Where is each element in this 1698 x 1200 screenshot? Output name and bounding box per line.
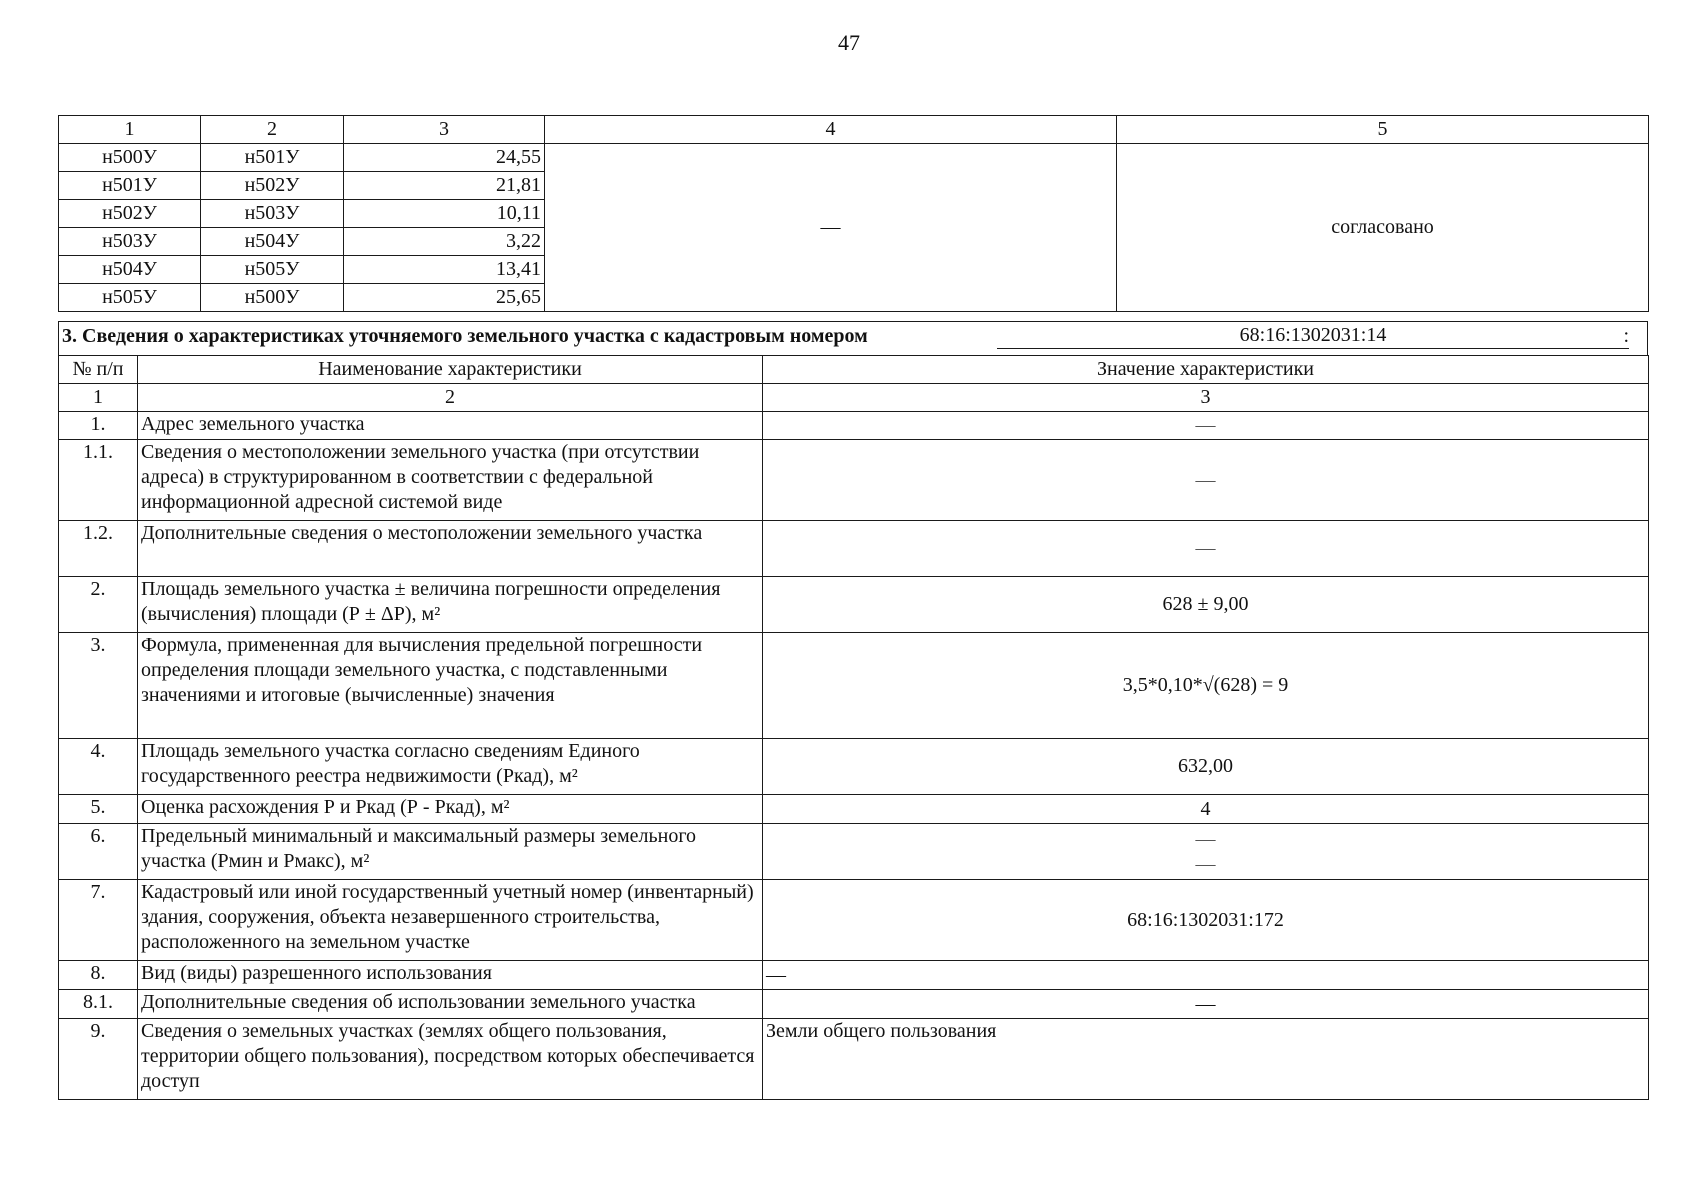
char-row-value: 4: [763, 795, 1649, 824]
char-row-name: Формула, примененная для вычисления предельной погрешности определения площади земельного участка, с подставленными значениями и итоговые (вычисленные) значения: [138, 633, 763, 739]
char-numbers-row: [59, 384, 1649, 412]
segment-length: 25,65: [344, 284, 545, 312]
char-row: [59, 412, 1649, 440]
boundary-header-cell: 3: [344, 116, 545, 144]
char-row-num: 9.: [59, 1019, 138, 1100]
char-colnum: 2: [138, 384, 763, 412]
char-row-name: Предельный минимальный и максимальный размеры земельного участка (Рмин и Рмакс), м²: [138, 824, 763, 880]
char-row-name: Сведения о местоположении земельного участка (при отсутствии адреса) в структурированном в соответствии с федеральной информационной адресной системой виде: [138, 440, 763, 521]
segment-length: 10,11: [344, 200, 545, 228]
char-header-name: Наименование характеристики: [138, 356, 763, 384]
to-point: н502У: [201, 172, 344, 200]
char-row-name: Дополнительные сведения о местоположении земельного участка: [138, 521, 763, 577]
char-header-row: [59, 356, 1649, 384]
to-point: н504У: [201, 228, 344, 256]
boundary-row: [59, 144, 1649, 172]
section3-title: 3. Сведения о характеристиках уточняемого земельного участка с кадастровым номером: [62, 325, 868, 347]
segment-length: 13,41: [344, 256, 545, 284]
char-row: [59, 1019, 1649, 1100]
char-row-name: Кадастровый или иной государственный учетный номер (инвентарный) здания, сооружения, объекта незавершенного строительства, расположенного на земельном участке: [138, 880, 763, 961]
char-header-value: Значение характеристики: [763, 356, 1649, 384]
boundary-header-cell: 2: [201, 116, 344, 144]
from-point: н504У: [59, 256, 201, 284]
char-row-value: 628 ± 9,00: [763, 577, 1649, 633]
char-row: [59, 990, 1649, 1019]
char-row: [59, 440, 1649, 521]
char-row-num: 5.: [59, 795, 138, 824]
char-row-name: Вид (виды) разрешенного использования: [138, 961, 763, 990]
char-row-value: —: [763, 412, 1649, 440]
char-row-value: —: [763, 440, 1649, 521]
char-row-value: —: [763, 990, 1649, 1019]
char-row-num: 1.1.: [59, 440, 138, 521]
characteristics-table: [58, 355, 1649, 1100]
char-row-value: [763, 824, 1649, 880]
char-row-num: 1.: [59, 412, 138, 440]
boundary-col5-value: согласовано: [1117, 144, 1649, 312]
char-colnum: 1: [59, 384, 138, 412]
char-row-name: Сведения о земельных участках (землях общего пользования, территории общего пользования), посредством которых обеспечивается доступ: [138, 1019, 763, 1100]
min-size-value: —: [1195, 827, 1216, 850]
char-row-name: Площадь земельного участка согласно сведениям Единого государственного реестра недвижимости (Ркад), м²: [138, 739, 763, 795]
char-row: [59, 739, 1649, 795]
from-point: н501У: [59, 172, 201, 200]
char-row-value: 632,00: [763, 739, 1649, 795]
char-row-value: —: [763, 521, 1649, 577]
char-row-value: Земли общего пользования: [763, 1019, 1649, 1100]
boundary-col4-value: —: [545, 144, 1117, 312]
char-row: [59, 961, 1649, 990]
char-row-num: 4.: [59, 739, 138, 795]
boundary-table: [58, 115, 1649, 312]
segment-length: 24,55: [344, 144, 545, 172]
char-row-value: 68:16:1302031:172: [763, 880, 1649, 961]
char-row-name: Оценка расхождения Р и Ркад (Р - Ркад), м²: [138, 795, 763, 824]
char-row: [59, 824, 1649, 880]
from-point: н500У: [59, 144, 201, 172]
char-colnum: 3: [763, 384, 1649, 412]
segment-length: 21,81: [344, 172, 545, 200]
char-row-num: 3.: [59, 633, 138, 739]
char-row-name: Площадь земельного участка ± величина погрешности определения (вычисления) площади (Р ± ΔР), м²: [138, 577, 763, 633]
char-row-num: 1.2.: [59, 521, 138, 577]
char-row: [59, 521, 1649, 577]
to-point: н500У: [201, 284, 344, 312]
char-row: [59, 577, 1649, 633]
char-row-value: —: [763, 961, 1649, 990]
char-row-name: Дополнительные сведения об использовании земельного участка: [138, 990, 763, 1019]
char-row-value: 3,5*0,10*√(628) = 9: [763, 633, 1649, 739]
char-row-name: Адрес земельного участка: [138, 412, 763, 440]
to-point: н505У: [201, 256, 344, 284]
boundary-header-cell: 5: [1117, 116, 1649, 144]
section3-cadastral-number: 68:16:1302031:14: [997, 323, 1629, 349]
to-point: н503У: [201, 200, 344, 228]
char-header-num: № п/п: [59, 356, 138, 384]
char-row: [59, 795, 1649, 824]
char-row-num: 8.1.: [59, 990, 138, 1019]
from-point: н502У: [59, 200, 201, 228]
segment-length: 3,22: [344, 228, 545, 256]
boundary-header-cell: 1: [59, 116, 201, 144]
char-row: [59, 880, 1649, 961]
section3-colon: :: [1623, 325, 1629, 347]
char-row-num: 8.: [59, 961, 138, 990]
char-row-num: 7.: [59, 880, 138, 961]
from-point: н503У: [59, 228, 201, 256]
max-size-value: —: [1195, 852, 1216, 875]
boundary-header-cell: 4: [545, 116, 1117, 144]
from-point: н505У: [59, 284, 201, 312]
char-row-num: 6.: [59, 824, 138, 880]
to-point: н501У: [201, 144, 344, 172]
char-row: [59, 633, 1649, 739]
boundary-header-row: [59, 116, 1649, 144]
section3-header: [59, 322, 1648, 356]
page-number: 47: [838, 30, 860, 55]
section3-header-table: [58, 321, 1648, 356]
char-row-num: 2.: [59, 577, 138, 633]
